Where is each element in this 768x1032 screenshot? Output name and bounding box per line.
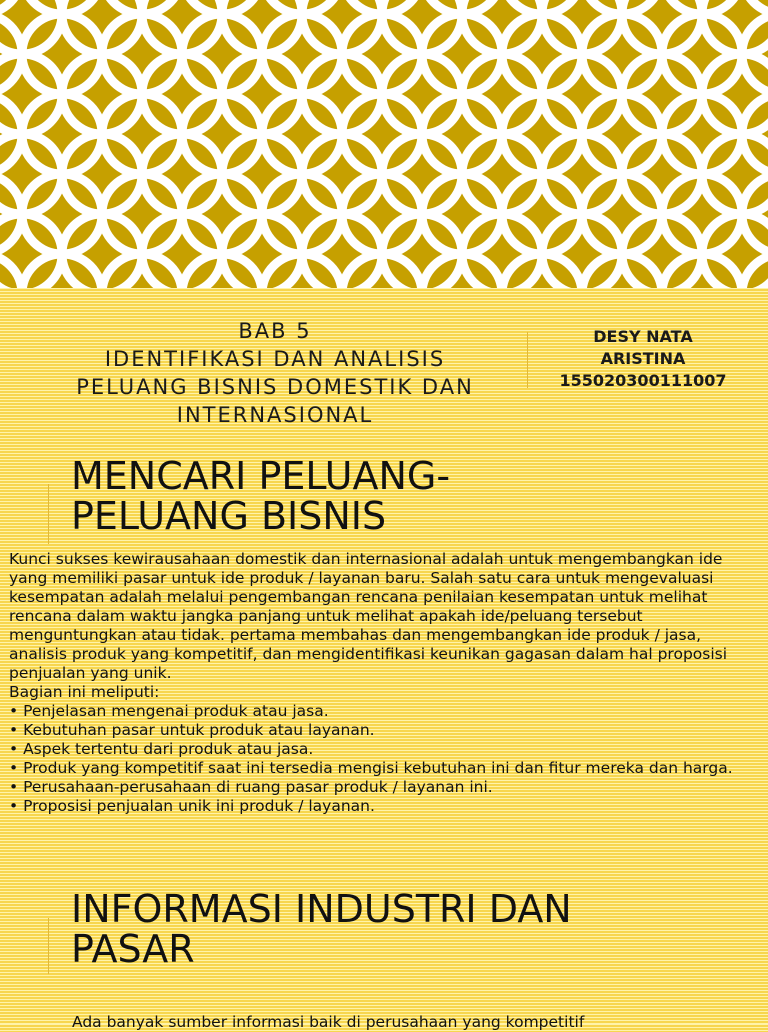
list-item: • Penjelasan mengenai produk atau jasa. (9, 702, 761, 721)
bullet-list (9, 702, 761, 816)
list-intro: Bagian ini meliputi: (9, 683, 160, 701)
heading-line: INFORMASI INDUSTRI DAN (71, 887, 572, 931)
title-line: IDENTIFIKASI DAN ANALISIS (104, 347, 446, 371)
decorative-pattern-banner (0, 0, 768, 288)
list-item: • Produk yang kompetitif saat ini tersedia mengisi kebutuhan ini dan fitur mereka dan harga. (9, 759, 761, 778)
heading-line: PELUANG BISNIS (71, 494, 387, 538)
list-item: • Perusahaan-perusahaan di ruang pasar produk / layanan ini. (9, 778, 761, 797)
title-line: PELUANG BISNIS DOMESTIK DAN (76, 375, 474, 399)
section-body-partial: Ada banyak sumber informasi baik di perusahaan yang kompetitif (72, 1013, 585, 1031)
title-line: BAB 5 (238, 319, 312, 343)
author-name: DESY NATA (593, 327, 693, 346)
header-divider (527, 332, 528, 388)
list-item: • Aspek tertentu dari produk atau jasa. (9, 740, 761, 759)
author-id: 155020300111007 (559, 371, 727, 390)
section-accent-line (48, 918, 49, 974)
section-heading-informasi-industri (71, 889, 572, 969)
section-heading-mencari-peluang (71, 456, 450, 536)
title-line: INTERNASIONAL (176, 403, 374, 427)
list-item: • Kebutuhan pasar untuk produk atau layanan. (9, 721, 761, 740)
body-paragraph: Kunci sukses kewirausahaan domestik dan internasional adalah untuk mengembangkan ide yang memiliki pasar untuk ide produk / layanan baru. Salah satu cara untuk mengevaluasi kesempatan adalah melalui pengembangan rencana penilaian kesempatan untuk melihat rencana dalam waktu jangka panjang untuk melihat apakah ide/peluang tersebut menguntungkan atau tidak. pertama membahas dan mengembangkan ide produk / jasa, analisis produk yang kompetitif, dan mengidentifikasi keunikan gagasan dalam hal proposisi penjualan yang unik. (9, 550, 728, 682)
author-name: ARISTINA (600, 349, 686, 368)
document-title (30, 317, 520, 429)
author-info (538, 326, 748, 392)
section-body (9, 550, 761, 816)
section-accent-line (48, 484, 49, 544)
list-item: • Proposisi penjualan unik ini produk / layanan. (9, 797, 761, 816)
heading-line: PASAR (71, 927, 195, 971)
heading-line: MENCARI PELUANG- (71, 454, 451, 498)
